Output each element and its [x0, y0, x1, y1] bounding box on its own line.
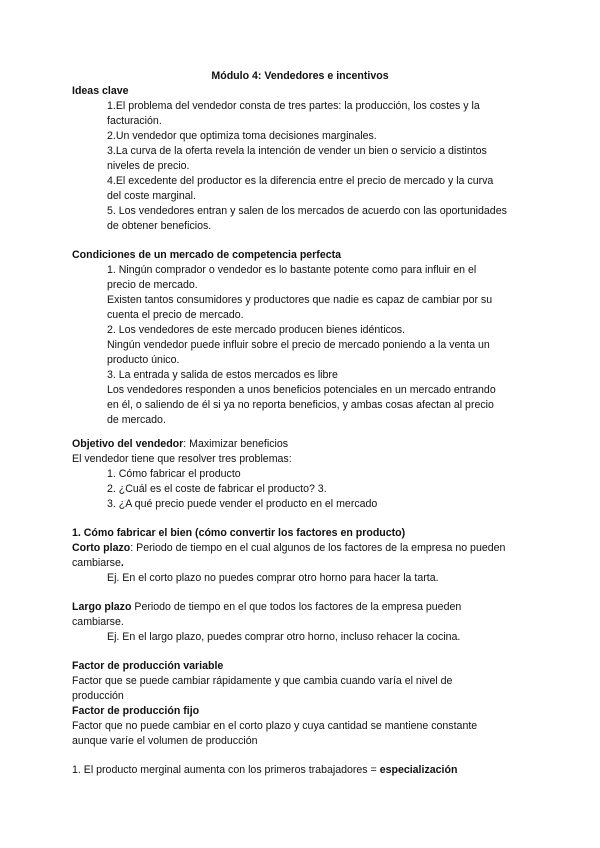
short-term-example: Ej. En el corto plazo no puedes comprar otro horno para hacer la tarta. [107, 572, 439, 584]
conditions-line: 1. Ningún comprador o vendedor es lo bastante potente como para influir en el [107, 264, 477, 276]
ideas-line: 5. Los vendedores entran y salen de los mercados de acuerdo con las oportunidades [107, 205, 507, 217]
conditions-heading: Condiciones de un mercado de competencia perfecta [72, 249, 342, 261]
long-term-text: cambiarse. [72, 616, 124, 628]
marginal-product-text: 1. El producto merginal aumenta con los primeros trabajadores = [72, 764, 380, 776]
short-term-text: : Periodo de tiempo en el cual algunos de los factores de la empresa no pueden [130, 542, 506, 554]
objective-label: Objetivo del vendedor [72, 438, 184, 450]
page-title: Módulo 4: Vendedores e incentivos [211, 70, 389, 82]
conditions-line: 3. La entrada y salida de estos mercados es libre [107, 369, 338, 381]
objective-text: : Maximizar beneficios [183, 438, 289, 450]
short-term-line [72, 541, 505, 556]
ideas-line: facturación. [107, 115, 162, 127]
long-term-text: Periodo de tiempo en el que todos los factores de la empresa pueden [131, 601, 462, 613]
conditions-line: cuenta el precio de mercado. [107, 309, 244, 321]
long-term-line [72, 600, 461, 615]
conditions-line: de mercado. [107, 414, 166, 426]
objective-item: 2. ¿Cuál es el coste de fabricar el producto? 3. [107, 483, 327, 495]
objective-intro: El vendedor tiene que resolver tres problemas: [72, 453, 292, 465]
ideas-heading: Ideas clave [72, 85, 129, 97]
ideas-line: 2.Un vendedor que optimiza toma decisiones marginales. [107, 130, 377, 142]
variable-factor-text: Factor que se puede cambiar rápidamente y que cambia cuando varía el nivel de [72, 675, 453, 687]
objective-item: 1. Cómo fabricar el producto [107, 468, 241, 480]
short-term-label: Corto plazo [72, 542, 131, 554]
fixed-factor-heading: Factor de producción fijo [72, 705, 200, 717]
short-term-dot: . [120, 557, 124, 569]
long-term-example: Ej. En el largo plazo, puedes comprar otro horno, incluso rehacer la cocina. [107, 631, 461, 643]
ideas-line: 1.El problema del vendedor consta de tres partes: la producción, los costes y la [107, 100, 480, 112]
short-term-line [72, 556, 124, 571]
conditions-line: Los vendedores responden a unos beneficios potenciales en un mercado entrando [107, 384, 496, 396]
conditions-line: producto único. [107, 354, 180, 366]
ideas-line: 3.La curva de la oferta revela la intención de vender un bien o servicio a distintos [107, 145, 487, 157]
objective-item: 3. ¿A qué precio puede vender el producto en el mercado [107, 498, 378, 510]
conditions-line: en él, o saliendo de él si ya no reporta beneficios, y ambas cosas afectan al precio [107, 399, 494, 411]
conditions-line: Existen tantos consumidores y productores que nadie es capaz de cambiar por su [107, 294, 493, 306]
short-term-text: cambiarse [72, 557, 121, 569]
ideas-line: del coste marginal. [107, 190, 196, 202]
section1-heading: 1. Cómo fabricar el bien (cómo convertir los factores en producto) [72, 527, 406, 539]
ideas-line: 4.El excedente del productor es la diferencia entre el precio de mercado y la curva [107, 175, 494, 187]
fixed-factor-text: aunque varíe el volumen de producción [72, 735, 258, 747]
marginal-product-line [72, 763, 457, 778]
fixed-factor-text: Factor que no puede cambiar en el corto plazo y cuya cantidad se mantiene constante [72, 720, 478, 732]
variable-factor-text: producción [72, 690, 124, 702]
objective-line [72, 437, 288, 452]
ideas-line: niveles de precio. [107, 160, 190, 172]
conditions-line: Ningún vendedor puede influir sobre el precio de mercado poniendo a la venta un [107, 339, 490, 351]
conditions-line: 2. Los vendedores de este mercado producen bienes idénticos. [107, 324, 405, 336]
variable-factor-heading: Factor de producción variable [72, 660, 224, 672]
ideas-line: de obtener beneficios. [107, 220, 212, 232]
long-term-label: Largo plazo [72, 601, 132, 613]
conditions-line: precio de mercado. [107, 279, 198, 291]
specialization-term: especialización [379, 764, 458, 776]
